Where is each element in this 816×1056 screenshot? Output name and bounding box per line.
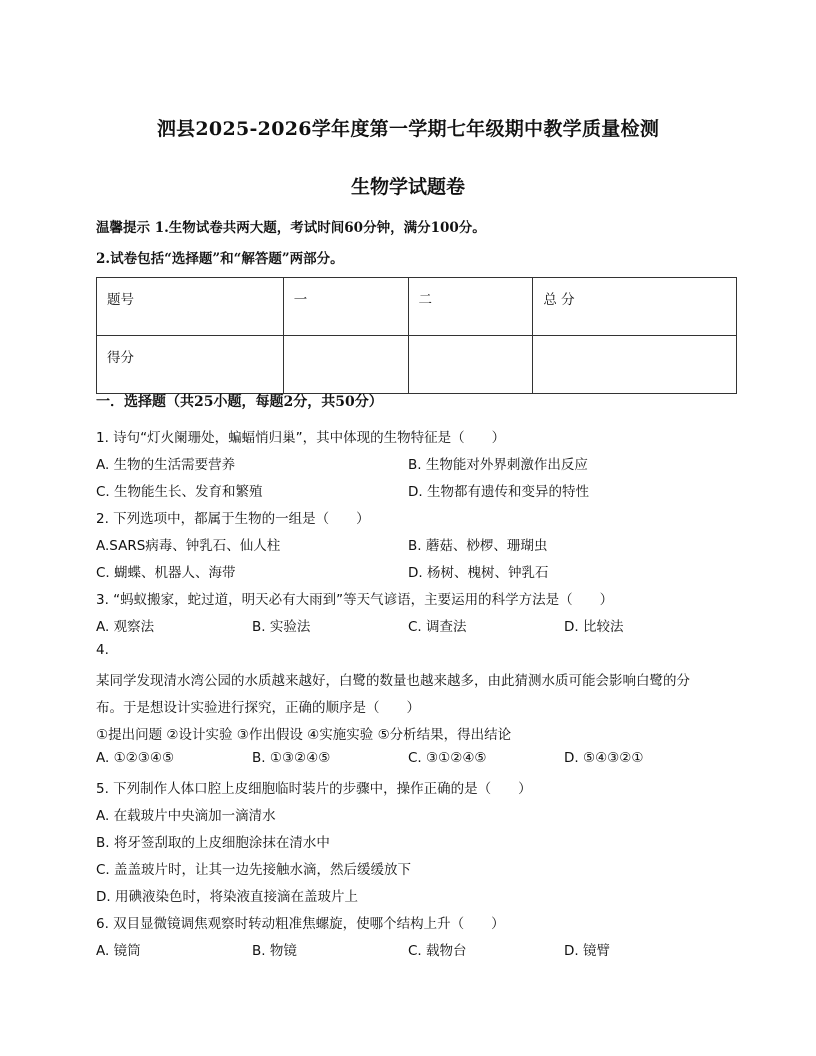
question-1-option-b: B. 生物能对外界刺激作出反应 [408, 457, 588, 473]
section-heading: 一．选择题（共25小题，每题2分，共50分） [96, 394, 383, 410]
question-3-option-c: C. 调查法 [408, 619, 467, 635]
question-1-option-a: A. 生物的生活需要营养 [96, 457, 236, 473]
question-6-option-b: B. 物镜 [252, 943, 297, 959]
question-4-stem-line-2: 布。于是想设计实验进行探究，正确的顺序是（ ） [96, 700, 420, 716]
question-4-number: 4. [96, 642, 109, 658]
question-4-stem-line-1: 某同学发现清水湾公园的水质越来越好，白鹭的数量也越来越多，由此猜测水质可能会影响白鹭的分 [96, 673, 690, 689]
question-2-option-c: C. 蝴蝶、机器人、海带 [96, 565, 236, 581]
exam-title: 泗县2025-2026学年度第一学期七年级期中教学质量检测 [156, 118, 660, 140]
score-cell-label: 题号 [97, 278, 284, 336]
question-1-option-d: D. 生物都有遗传和变异的特性 [408, 484, 589, 500]
tip-line-2: 2.试卷包括“选择题”和“解答题”两部分。 [96, 251, 344, 267]
question-6-option-c: C. 载物台 [408, 943, 467, 959]
question-3-option-b: B. 实验法 [252, 619, 311, 635]
question-4-option-b: B. ①③②④⑤ [252, 750, 331, 766]
question-3-option-d: D. 比较法 [564, 619, 624, 635]
score-blank-1 [283, 336, 408, 394]
question-3-option-a: A. 观察法 [96, 619, 155, 635]
question-4-option-a: A. ①②③④⑤ [96, 750, 175, 766]
question-5-option-b: B. 将牙签刮取的上皮细胞涂抹在清水中 [96, 835, 330, 851]
tip-line-1: 温馨提示 1.生物试卷共两大题，考试时间60分钟，满分100分。 [96, 220, 486, 236]
question-6-option-d: D. 镜臂 [564, 943, 610, 959]
score-cell-part2: 二 [408, 278, 533, 336]
question-2-option-b: B. 蘑菇、桫椤、珊瑚虫 [408, 538, 548, 554]
question-5-option-d: D. 用碘液染色时，将染液直接滴在盖玻片上 [96, 889, 358, 905]
exam-subtitle: 生物学试题卷 [350, 176, 465, 198]
score-blank-2 [408, 336, 533, 394]
question-1-stem: 1. 诗句“灯火阑珊处，蝙蝠悄归巢”，其中体现的生物特征是（ ） [96, 430, 506, 446]
score-row-label: 得分 [97, 336, 284, 394]
score-blank-total [533, 336, 737, 394]
question-5-stem: 5. 下列制作人体口腔上皮细胞临时装片的步骤中，操作正确的是（ ） [96, 781, 532, 797]
score-table-header-row [97, 278, 737, 336]
question-3-stem: 3. “蚂蚁搬家，蛇过道，明天必有大雨到”等天气谚语，主要运用的科学方法是（ ） [96, 592, 614, 608]
question-2-stem: 2. 下列选项中，都属于生物的一组是（ ） [96, 511, 370, 527]
question-6-stem: 6. 双目显微镜调焦观察时转动粗准焦螺旋，使哪个结构上升（ ） [96, 916, 505, 932]
score-table-score-row [97, 336, 737, 394]
score-cell-part1: 一 [283, 278, 408, 336]
question-2-option-d: D. 杨树、槐树、钟乳石 [408, 565, 549, 581]
question-5-option-c: C. 盖盖玻片时，让其一边先接触水滴，然后缓缓放下 [96, 862, 412, 878]
score-table [96, 277, 737, 394]
question-1-option-c: C. 生物能生长、发育和繁殖 [96, 484, 263, 500]
question-6-option-a: A. 镜筒 [96, 943, 141, 959]
question-2-option-a: A.SARS病毒、钟乳石、仙人柱 [96, 538, 281, 554]
score-cell-total: 总 分 [533, 278, 737, 336]
question-5-option-a: A. 在载玻片中央滴加一滴清水 [96, 808, 276, 824]
question-4-steps: ①提出问题 ②设计实验 ③作出假设 ④实施实验 ⑤分析结果，得出结论 [96, 727, 512, 743]
question-4-option-c: C. ③①②④⑤ [408, 750, 487, 766]
question-4-option-d: D. ⑤④③②① [564, 750, 644, 766]
